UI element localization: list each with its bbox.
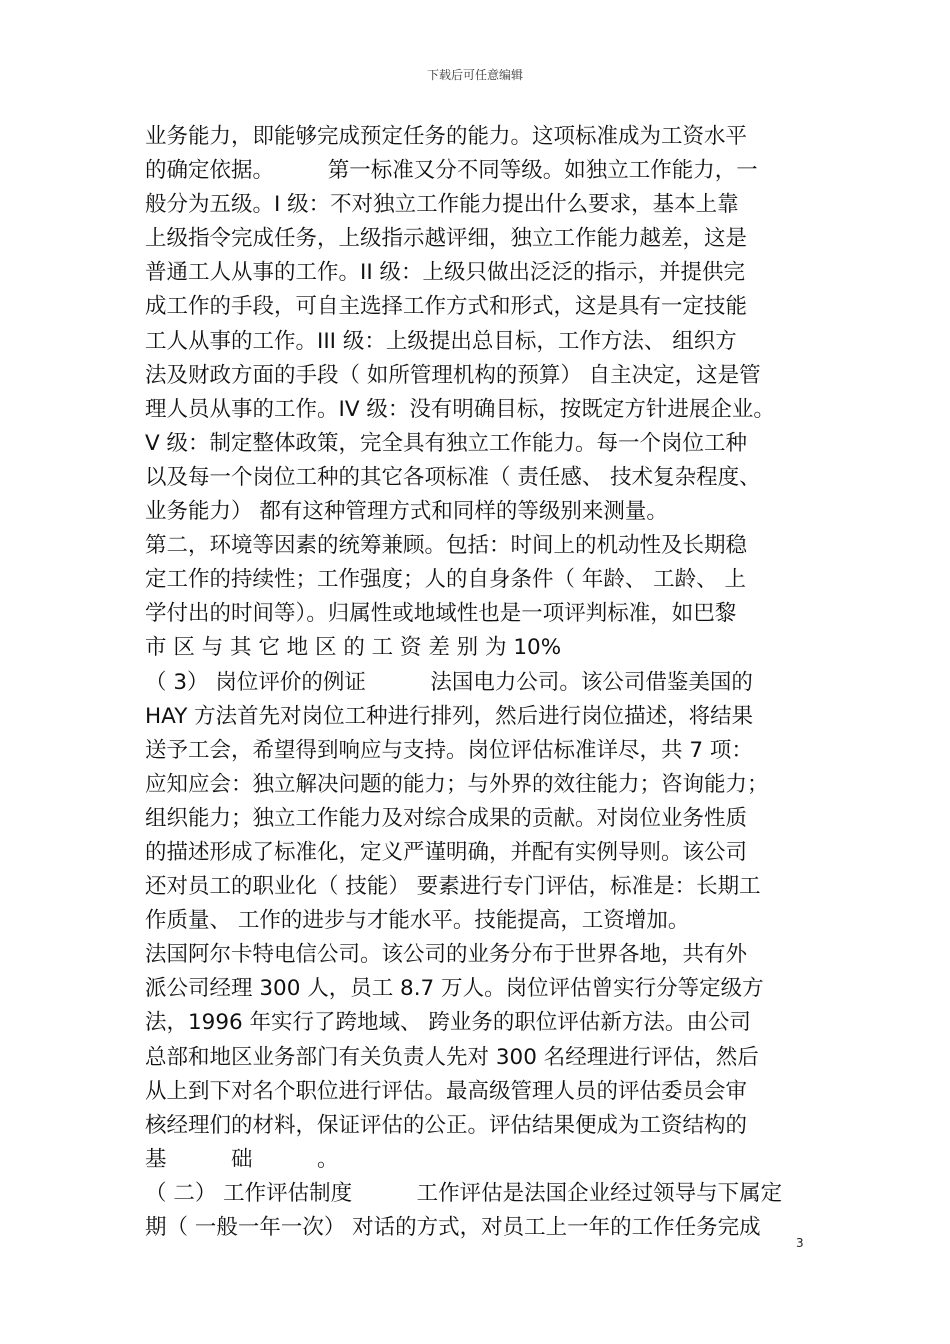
text-line: 理人员从事的工作。IV 级：没有明确目标，按既定方针进展企业。 bbox=[145, 396, 775, 422]
text-line: 业务能力，即能够完成预定任务的能力。这项标准成为工资水平 bbox=[145, 124, 748, 149]
text-line: 普通工人从事的工作。II 级：上级只做出泛泛的指示，并提供完 bbox=[145, 260, 746, 286]
text-line: 从上到下对名个职位进行评估。最高级管理人员的评估委员会审 bbox=[145, 1078, 748, 1104]
body-text bbox=[145, 120, 817, 1245]
text-line: 的描述形成了标准化，定义严谨明确，并配有实例导则。该公司 bbox=[145, 839, 748, 865]
text-line: 定工作的持续性；工作强度；人的自身条件（ 年龄、 工龄、 上 bbox=[145, 567, 747, 593]
text-line: 第二，环境等因素的统筹兼顾。包括：时间上的机动性及长期稳 bbox=[145, 533, 748, 559]
text-line: 般分为五级。I 级：不对独立工作能力提出什么要求，基本上靠 bbox=[145, 192, 739, 218]
text-line: 法及财政方面的手段（ 如所管理机构的预算） 自主决定，这是管 bbox=[145, 362, 761, 388]
text-line: 派公司经理 300 人，员工 8.7 万人。岗位评估曾实行分等定级方 bbox=[145, 976, 764, 1002]
text-line: 组织能力；独立工作能力及对综合成果的贡献。对岗位业务性质 bbox=[145, 805, 748, 831]
page-number: 3 bbox=[796, 1236, 804, 1250]
text-line: 送予工会，希望得到响应与支持。岗位评估标准详尽，共 7 项： bbox=[145, 737, 753, 763]
text-line: 基 础 。 bbox=[145, 1146, 339, 1172]
text-line: 市 区 与 其 它 地 区 的 工 资 差 别 为 10% bbox=[145, 635, 562, 661]
text-line: 法国阿尔卡特电信公司。该公司的业务分布于世界各地，共有外 bbox=[145, 942, 748, 968]
text-line: 业务能力） 都有这种管理方式和同样的等级别来测量。 bbox=[145, 499, 668, 525]
text-line: 工人从事的工作。III 级：上级提出总目标，工作方法、 组织方 bbox=[145, 328, 737, 354]
text-line: HAY 方法首先对岗位工种进行排列，然后进行岗位描述，将结果 bbox=[145, 703, 754, 729]
text-line: 以及每一个岗位工种的其它各项标准（ 责任感、 技术复杂程度、 bbox=[145, 464, 761, 490]
text-line: 作质量、 工作的进步与才能水平。技能提高，工资增加。 bbox=[145, 908, 690, 934]
text-line: （ 3） 岗位评价的例证 法国电力公司。该公司借鉴美国的 bbox=[145, 669, 753, 695]
text-line: 还对员工的职业化（ 技能） 要素进行专门评估，标准是：长期工 bbox=[145, 874, 761, 900]
text-line: V 级：制定整体政策，完全具有独立工作能力。每一个岗位工种 bbox=[145, 430, 748, 456]
text-line: 上级指令完成任务，上级指示越评细，独立工作能力越差，这是 bbox=[145, 226, 748, 252]
text-line: 应知应会：独立解决问题的能力；与外界的效往能力；咨询能力； bbox=[145, 771, 769, 797]
page-header: 下载后可任意编辑 bbox=[426, 68, 523, 82]
text-line: 期（ 一般一年一次） 对话的方式，对员工上一年的工作任务完成 bbox=[145, 1215, 761, 1240]
text-line: 总部和地区业务部门有关负责人先对 300 名经理进行评估，然后 bbox=[145, 1044, 759, 1070]
text-line: （ 二） 工作评估制度 工作评估是法国企业经过领导与下属定 bbox=[145, 1180, 783, 1206]
text-line: 学付出的时间等）。归属性或地域性也是一项评判标准，如巴黎 bbox=[145, 601, 737, 627]
text-line: 法，1996 年实行了跨地域、 跨业务的职位评估新方法。由公司 bbox=[145, 1010, 751, 1036]
text-line: 成工作的手段，可自主选择工作方式和形式，这是具有一定技能 bbox=[145, 294, 748, 320]
text-line: 的确定依据。 第一标准又分不同等级。如独立工作能力，一 bbox=[145, 158, 758, 184]
text-line: 核经理们的材料，保证评估的公正。评估结果便成为工资结构的 bbox=[145, 1112, 748, 1138]
